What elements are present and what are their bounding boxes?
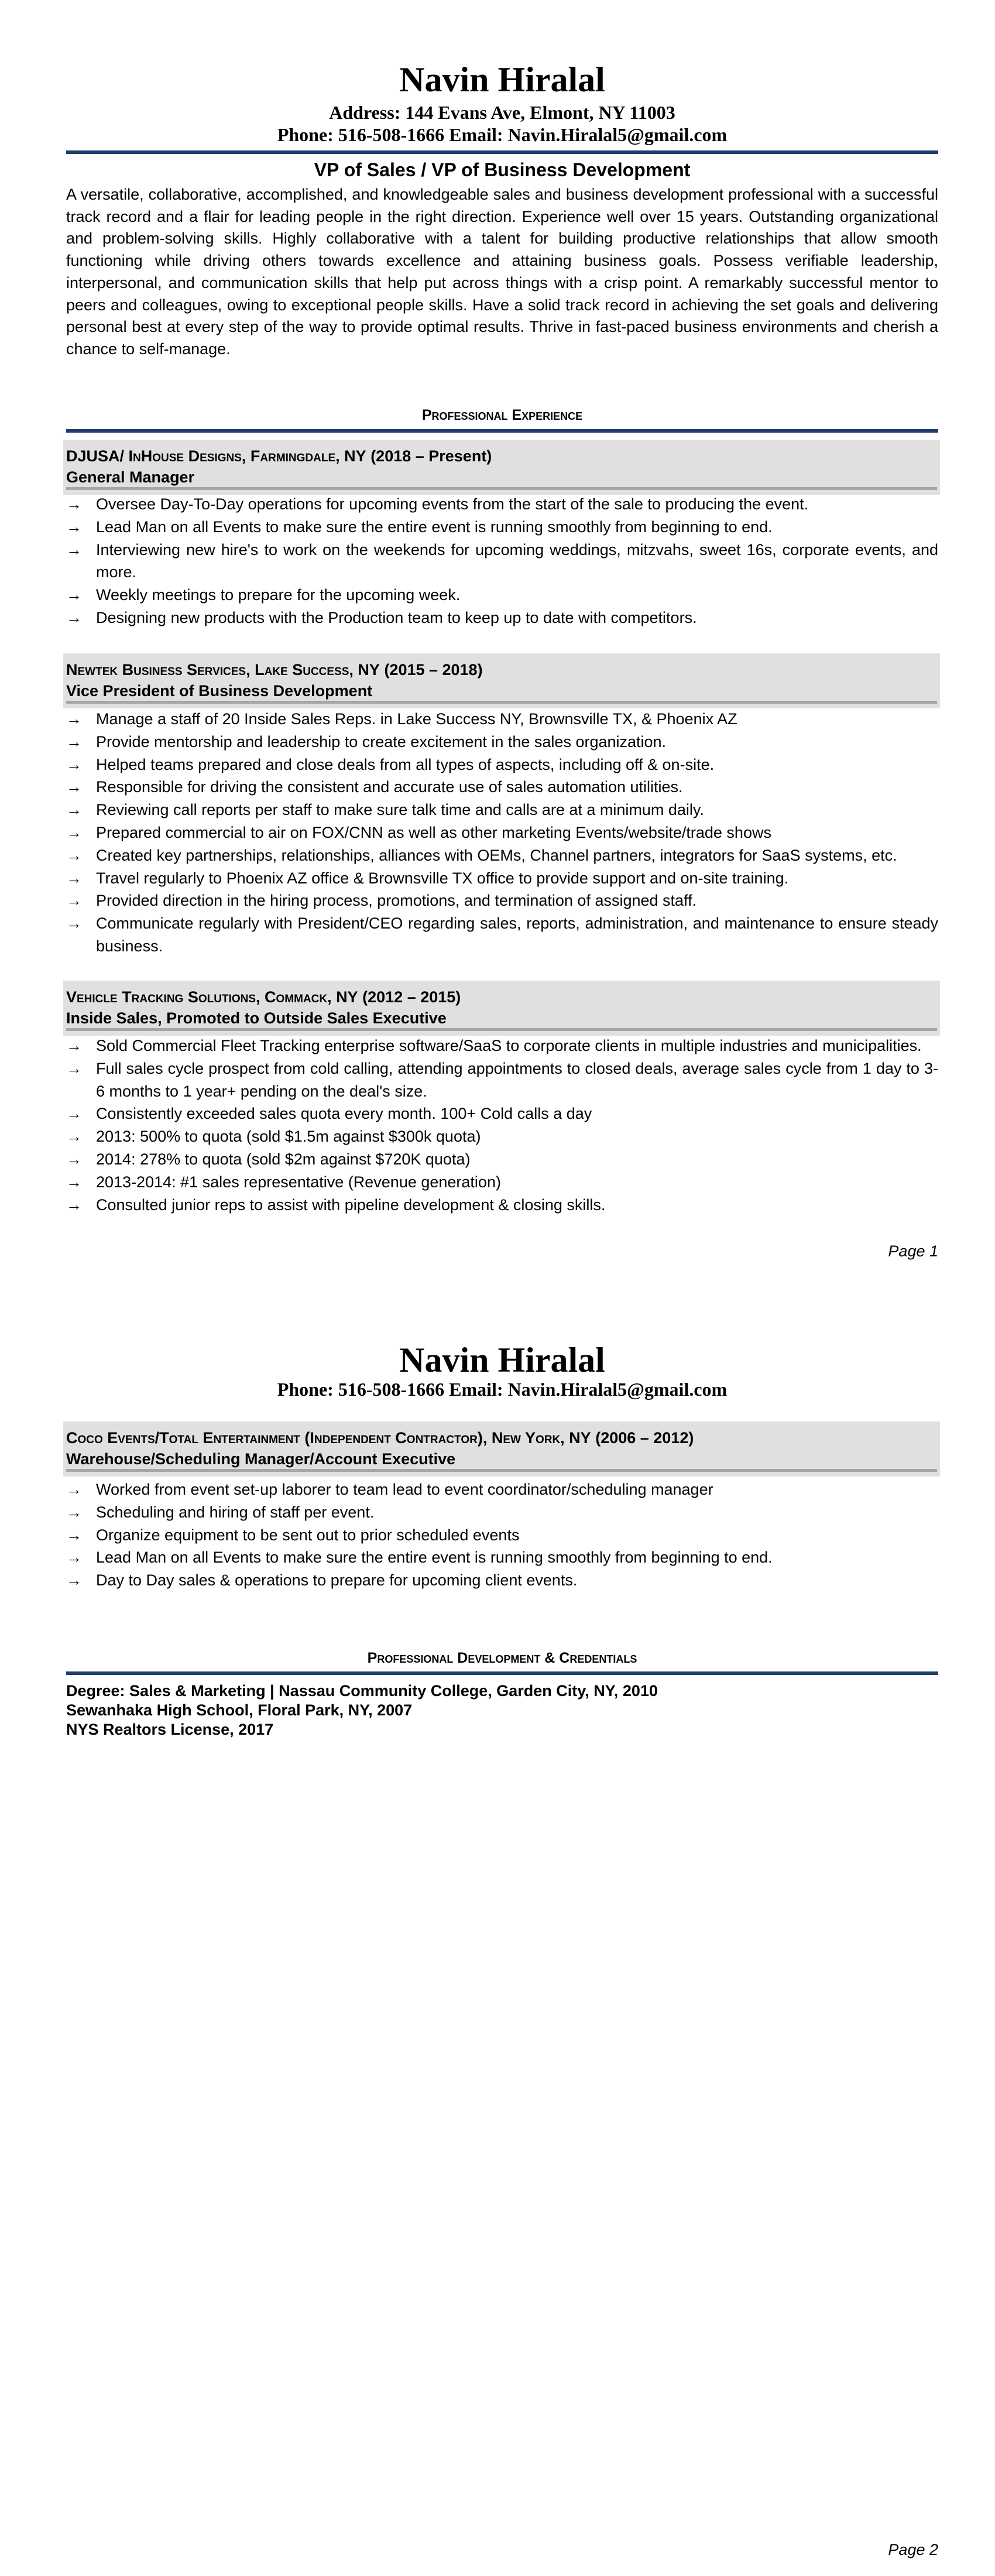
job-header — [63, 981, 940, 1036]
job-bullets — [66, 493, 938, 629]
bullet-text: Consistently exceeded sales quota every month. 100+ Cold calls a day — [96, 1105, 592, 1123]
credentials-list — [66, 1681, 938, 1739]
job-bullets — [66, 1034, 938, 1216]
bullet-item — [66, 1034, 938, 1057]
bullet-item — [66, 1546, 938, 1569]
arrow-bullet-icon: → — [66, 869, 82, 887]
bullet-text: Responsible for driving the consistent and accurate use of sales automation utilities. — [96, 778, 683, 796]
page-number: Page 1 — [888, 1242, 938, 1260]
job-dates: (2012 – 2015) — [362, 988, 461, 1006]
job-bullets — [66, 708, 938, 958]
section-divider — [66, 1671, 938, 1675]
arrow-bullet-icon: → — [66, 1173, 82, 1191]
bullet-item — [66, 844, 938, 867]
bullet-item — [66, 1478, 938, 1501]
bullet-item — [66, 821, 938, 844]
arrow-bullet-icon: → — [66, 823, 82, 841]
arrow-bullet-icon: → — [66, 1059, 82, 1077]
address-line: Address: 144 Evans Ave, Elmont, NY 11003 — [329, 102, 675, 123]
arrow-bullet-icon: → — [66, 778, 82, 796]
bullet-text: Worked from event set-up laborer to team lead to event coordinator/scheduling manager — [96, 1481, 713, 1498]
arrow-bullet-icon: → — [66, 518, 82, 536]
bullet-text: 2014: 278% to quota (sold $2m against $720K quota) — [96, 1150, 471, 1168]
arrow-bullet-icon: → — [66, 1571, 82, 1590]
arrow-bullet-icon: → — [66, 540, 82, 559]
bullet-item — [66, 1148, 938, 1171]
bullet-item — [66, 1057, 938, 1103]
bullet-text: Weekly meetings to prepare for the upcoming week. — [96, 586, 461, 604]
bullet-item — [66, 516, 938, 539]
bullet-text: Sold Commercial Fleet Tracking enterprise software/SaaS to corporate clients in multiple industries and municipalities. — [96, 1037, 922, 1054]
job-header-rule — [66, 487, 937, 490]
bullet-text: Helped teams prepared and close deals from all types of aspects, including off & on-site. — [96, 755, 715, 773]
bullet-item — [66, 731, 938, 753]
bullet-item — [66, 493, 938, 516]
job-header-rule — [66, 1028, 937, 1031]
arrow-bullet-icon: → — [66, 1105, 82, 1123]
arrow-bullet-icon: → — [66, 1037, 82, 1054]
bullet-text: Consulted junior reps to assist with pipeline development & closing skills. — [96, 1195, 606, 1214]
arrow-bullet-icon: → — [66, 892, 82, 910]
arrow-bullet-icon: → — [66, 1128, 82, 1146]
job-role: Warehouse/Scheduling Manager/Account Executive — [66, 1450, 456, 1468]
job-header — [63, 1421, 940, 1477]
bullet-text: 2013: 500% to quota (sold $1.5m against $300k quota) — [96, 1128, 481, 1146]
bullet-text: Created key partnerships, relationships, alliances with OEMs, Channel partners, integrators for SaaS systems, etc. — [96, 846, 897, 864]
job-dates: (2018 – Present) — [370, 447, 492, 465]
bullet-text: Full sales cycle prospect from cold calling, attending appointments to closed deals, average sales cycle from 1 day to 3-6 months to 1 year+ pending on the deal's size. — [96, 1059, 938, 1100]
bullet-item — [66, 799, 938, 821]
arrow-bullet-icon: → — [66, 1481, 82, 1498]
bullet-text: Reviewing call reports per staff to make sure talk time and calls are at a minimum daily. — [96, 801, 704, 819]
job-header — [63, 653, 940, 708]
bullet-text: Lead Man on all Events to make sure the entire event is running smoothly from beginning to end. — [96, 518, 773, 536]
bullet-text: Communicate regularly with President/CEO regarding sales, reports, administration, and maintenance to ensure steady business. — [96, 914, 938, 955]
bullet-text: Designing new products with the Production team to keep up to date with competitors. — [96, 608, 697, 626]
arrow-bullet-icon: → — [66, 1195, 82, 1214]
headline: VP of Sales / VP of Business Development — [314, 159, 691, 180]
bullet-item — [66, 889, 938, 912]
job-dates: (2015 – 2018) — [384, 661, 483, 679]
contact-line-page2: Phone: 516-508-1666 Email: Navin.Hiralal5@gmail.com — [277, 1379, 728, 1400]
arrow-bullet-icon: → — [66, 608, 82, 626]
candidate-name: Navin Hiralal — [399, 60, 605, 99]
bullet-item — [66, 708, 938, 731]
job-company: DJUSA/ InHouse Designs, Farmingdale, NY — [66, 447, 366, 465]
bullet-text: Prepared commercial to air on FOX/CNN as well as other marketing Events/website/trade shows — [96, 823, 771, 841]
section-divider — [66, 429, 938, 433]
bullet-text: Interviewing new hire's to work on the weekends for upcoming weddings, mitzvahs, sweet 16s, corporate events, and more. — [96, 540, 938, 581]
bullet-item — [66, 1194, 938, 1217]
bullet-text: Oversee Day-To-Day operations for upcoming events from the start of the sale to producing the event. — [96, 495, 809, 513]
bullet-text: Manage a staff of 20 Inside Sales Reps. in Lake Success NY, Brownsville TX, & Phoenix AZ — [96, 710, 737, 728]
credential-item: Sewanhaka High School, Floral Park, NY, 2007 — [66, 1701, 413, 1719]
bullet-item — [66, 607, 938, 629]
job-bullets — [66, 1478, 938, 1592]
summary-paragraph: A versatile, collaborative, accomplished, and knowledgeable sales and business development professional with a successful track record and a flair for leading people in the right direction. Experience well over 15 years. Outstanding organizational and problem-solving skills. Highly collaborative with a talent for building productive relationships that allow smooth functioning while driving others towards excellence and attaining business goals. Possess verifiable leadership, interpersonal, and communication skills that help put across things with a crisp point. A remarkably successful mentor to peers and colleagues, owing to exceptional people skills. Have a solid track record in achieving the set goals and delivering personal best at every step of the way to provide optimal results. Thrive in fast-paced business environments and cherish a chance to self-manage. — [66, 186, 938, 358]
job-role: General Manager — [66, 468, 195, 486]
arrow-bullet-icon: → — [66, 1549, 82, 1567]
bullet-item — [66, 1102, 938, 1125]
credential-item: Degree: Sales & Marketing | Nassau Community College, Garden City, NY, 2010 — [66, 1682, 658, 1700]
bullet-item — [66, 1569, 938, 1592]
job-company: Coco Events/Total Entertainment (Independent Contractor), New York, NY — [66, 1429, 591, 1447]
contact-line: Phone: 516-508-1666 Email: Navin.Hiralal5@gmail.com — [277, 124, 728, 145]
bullet-text: Provided direction in the hiring process, promotions, and termination of assigned staff. — [96, 892, 697, 910]
section-heading-experience: Professional Experience — [421, 407, 583, 423]
arrow-bullet-icon: → — [66, 710, 82, 728]
bullet-item — [66, 776, 938, 799]
bullet-item — [66, 912, 938, 958]
arrow-bullet-icon: → — [66, 801, 82, 819]
bullet-item — [66, 867, 938, 890]
arrow-bullet-icon: → — [66, 495, 82, 513]
arrow-bullet-icon: → — [66, 914, 82, 933]
bullet-text: Provide mentorship and leadership to create excitement in the sales organization. — [96, 732, 667, 751]
arrow-bullet-icon: → — [66, 1526, 82, 1544]
bullet-item — [66, 584, 938, 607]
bullet-text: Day to Day sales & operations to prepare for upcoming client events. — [96, 1571, 578, 1590]
bullet-text: Scheduling and hiring of staff per event. — [96, 1503, 375, 1521]
bullet-item — [66, 1171, 938, 1194]
job-role: Vice President of Business Development — [66, 682, 373, 700]
page-number: Page 2 — [888, 2541, 938, 2558]
candidate-name-page2: Navin Hiralal — [399, 1341, 605, 1379]
arrow-bullet-icon: → — [66, 1503, 82, 1521]
job-company: Newtek Business Services, Lake Success, NY — [66, 661, 380, 679]
bullet-text: Organize equipment to be sent out to prior scheduled events — [96, 1526, 520, 1544]
credential-item: NYS Realtors License, 2017 — [66, 1721, 274, 1738]
job-header-rule — [66, 1469, 937, 1472]
header-divider — [66, 150, 938, 154]
bullet-text: Lead Man on all Events to make sure the entire event is running smoothly from beginning to end. — [96, 1549, 773, 1567]
job-company: Vehicle Tracking Solutions, Commack, NY — [66, 988, 358, 1006]
job-dates: (2006 – 2012) — [595, 1429, 694, 1447]
arrow-bullet-icon: → — [66, 755, 82, 773]
arrow-bullet-icon: → — [66, 1150, 82, 1168]
arrow-bullet-icon: → — [66, 846, 82, 864]
job-role: Inside Sales, Promoted to Outside Sales Executive — [66, 1009, 447, 1027]
bullet-item — [66, 539, 938, 584]
job-header-rule — [66, 701, 937, 704]
bullet-item — [66, 1501, 938, 1524]
bullet-item — [66, 753, 938, 776]
arrow-bullet-icon: → — [66, 732, 82, 751]
arrow-bullet-icon: → — [66, 586, 82, 604]
bullet-text: Travel regularly to Phoenix AZ office & Brownsville TX office to provide support and on-site training. — [96, 869, 789, 887]
bullet-item — [66, 1125, 938, 1148]
bullet-item — [66, 1524, 938, 1547]
bullet-text: 2013-2014: #1 sales representative (Revenue generation) — [96, 1173, 501, 1191]
job-header — [63, 440, 940, 495]
section-heading-credentials: Professional Development & Credentials — [367, 1650, 637, 1666]
